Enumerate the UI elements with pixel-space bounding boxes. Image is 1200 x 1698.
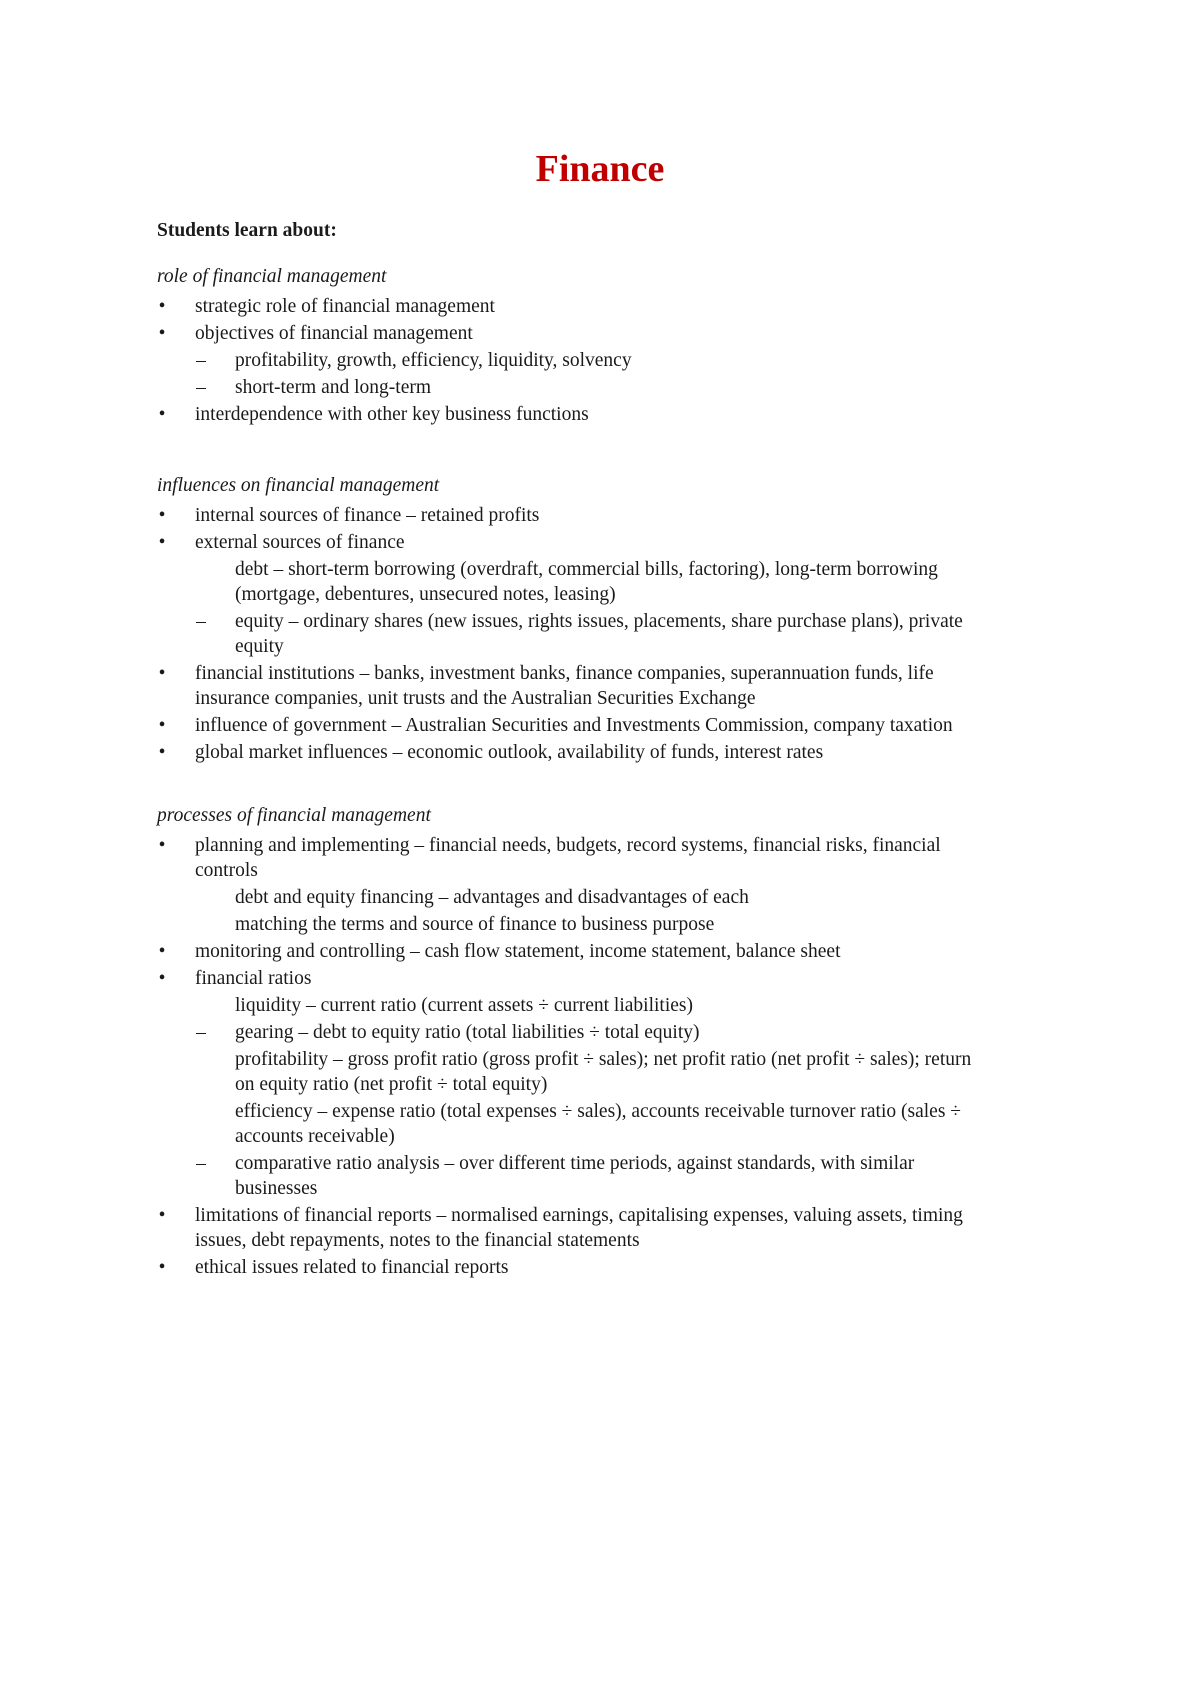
list-item-text: debt and equity financing – advantages and disadvantages of each [235, 887, 749, 908]
sub-list-item [157, 348, 987, 373]
list-item-text: comparative ratio analysis – over different time periods, against standards, with similar businesses [235, 1153, 915, 1199]
list-item [157, 1203, 987, 1253]
sub-list-item [157, 993, 987, 1018]
section-role [157, 264, 987, 427]
sub-list-item [157, 1020, 987, 1045]
list-item-text: debt – short-term borrowing (overdraft, commercial bills, factoring), long-term borrowing (mortgage, debentures, unsecured notes, leasing) [235, 559, 938, 605]
list-item [157, 966, 987, 991]
list-item-text: financial ratios [195, 968, 312, 989]
sub-list-item [157, 1151, 987, 1201]
list-item-text: strategic role of financial management [195, 296, 495, 317]
bullet-marker: • [158, 1257, 166, 1278]
list-item-text: monitoring and controlling – cash flow statement, income statement, balance sheet [195, 941, 841, 962]
section-heading: influences on financial management [157, 475, 440, 496]
list-item-text: interdependence with other key business functions [195, 404, 589, 425]
list-item-text: objectives of financial management [195, 323, 473, 344]
list-item-text: internal sources of finance – retained profits [195, 505, 540, 526]
sub-list-item [157, 885, 987, 910]
list-item [157, 740, 987, 765]
dash-marker: – [196, 1022, 206, 1043]
sub-list-item [157, 1099, 987, 1149]
bullet-marker: • [158, 505, 166, 526]
dash-marker: – [196, 1153, 206, 1174]
list-item-text: profitability – gross profit ratio (gross profit ÷ sales); net profit ratio (net profit ÷ sales); return on equity ratio (net profit ÷ total equity) [235, 1049, 972, 1095]
dash-marker: – [196, 350, 206, 371]
sub-list-item [157, 912, 987, 937]
list-item-text: equity – ordinary shares (new issues, rights issues, placements, share purchase plans), private equity [235, 611, 963, 657]
sub-list-item [157, 609, 987, 659]
list-item-text: planning and implementing – financial needs, budgets, record systems, financial risks, financial controls [195, 835, 941, 881]
section-processes [157, 803, 987, 1280]
list-item-text: global market influences – economic outlook, availability of funds, interest rates [195, 742, 824, 763]
section-heading: role of financial management [157, 266, 387, 287]
list-item-text: efficiency – expense ratio (total expenses ÷ sales), accounts receivable turnover ratio (sales ÷ accounts receivable) [235, 1101, 961, 1147]
list-item-text: liquidity – current ratio (current assets ÷ current liabilities) [235, 995, 693, 1016]
bullet-marker: • [158, 941, 166, 962]
section-heading: processes of financial management [157, 805, 431, 826]
list-item [157, 321, 987, 346]
list-item-text: profitability, growth, efficiency, liquidity, solvency [235, 350, 632, 371]
bullet-marker: • [158, 835, 166, 856]
page-title: Finance [535, 148, 665, 190]
list-item [157, 530, 987, 555]
bullet-marker: • [158, 532, 166, 553]
section-influences [157, 473, 987, 765]
bullet-marker: • [158, 1205, 166, 1226]
lead-heading: Students learn about: [157, 220, 337, 241]
dash-marker: – [196, 377, 206, 398]
list-item [157, 661, 987, 711]
list-item [157, 713, 987, 738]
bullet-marker: • [158, 663, 166, 684]
list-item-text: financial institutions – banks, investment banks, finance companies, superannuation funds, life insurance companies, unit trusts and the Australian Securities Exchange [195, 663, 934, 709]
list-item-text: ethical issues related to financial reports [195, 1257, 509, 1278]
sub-list-item [157, 1047, 987, 1097]
list-item [157, 939, 987, 964]
bullet-marker: • [158, 968, 166, 989]
dash-marker: – [196, 611, 206, 632]
bullet-marker: • [158, 742, 166, 763]
bullet-marker: • [158, 323, 166, 344]
bullet-marker: • [158, 404, 166, 425]
list-item [157, 503, 987, 528]
list-item [157, 1255, 987, 1280]
list-item [157, 833, 987, 883]
list-item-text: limitations of financial reports – normalised earnings, capitalising expenses, valuing assets, timing issues, debt repayments, notes to the financial statements [195, 1205, 963, 1251]
sub-list-item [157, 375, 987, 400]
syllabus-content [157, 218, 987, 1282]
list-item [157, 294, 987, 319]
bullet-marker: • [158, 715, 166, 736]
sub-list-item [157, 557, 987, 607]
list-item-text: gearing – debt to equity ratio (total liabilities ÷ total equity) [235, 1022, 700, 1043]
list-item-text: short-term and long-term [235, 377, 432, 398]
list-item-text: external sources of finance [195, 532, 405, 553]
bullet-marker: • [158, 296, 166, 317]
list-item-text: matching the terms and source of finance to business purpose [235, 914, 715, 935]
list-item-text: influence of government – Australian Securities and Investments Commission, company taxation [195, 715, 953, 736]
list-item [157, 402, 987, 427]
